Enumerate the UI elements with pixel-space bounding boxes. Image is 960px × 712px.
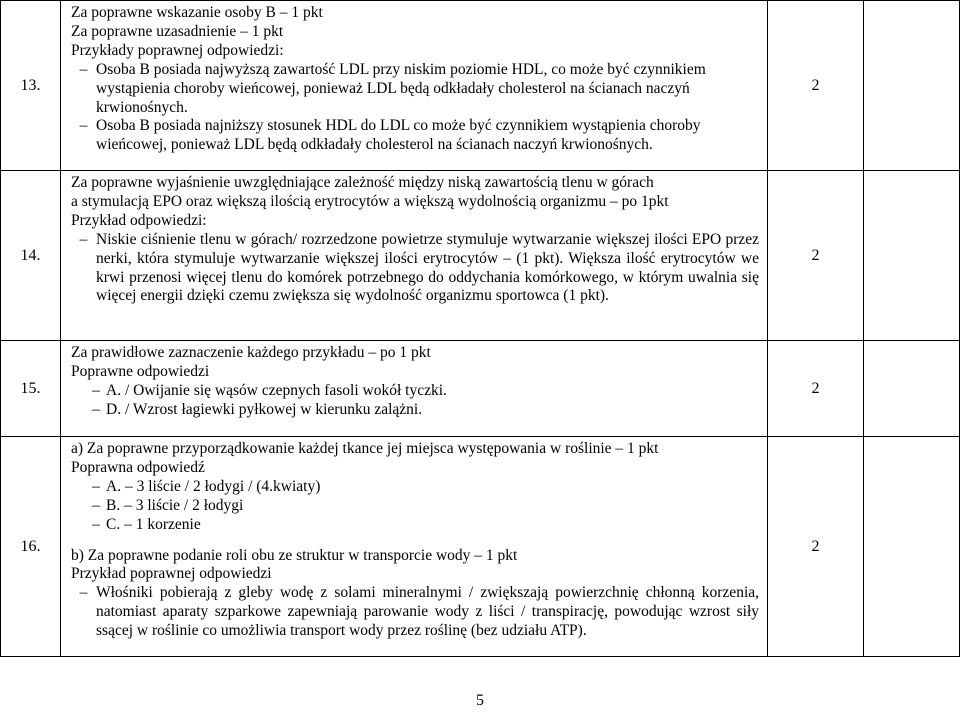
table-row-14 — [1, 171, 960, 341]
points: 2 — [768, 171, 864, 341]
criteria-line: Przykład odpowiedzi: — [71, 211, 207, 229]
empty-cell — [864, 171, 960, 341]
dash-marker: – — [92, 496, 100, 514]
empty-cell — [864, 341, 960, 437]
spacer — [71, 535, 759, 547]
task-criteria — [61, 171, 768, 341]
answer-option — [71, 382, 759, 401]
criteria-line: a) Za poprawne przyporządkowanie każdej tkance jej miejsca występowania w roślinie – 1 pkt — [71, 440, 659, 457]
dash-marker: – — [92, 515, 100, 533]
task-number: 13. — [1, 1, 61, 171]
dash-marker: – — [79, 584, 88, 602]
answer-option — [71, 497, 759, 516]
answer-example — [71, 584, 759, 641]
answer-option — [71, 401, 759, 420]
criteria-line: b) Za poprawne podanie roli obu ze struktur w transporcie wody – 1 pkt — [71, 546, 518, 564]
option-text: A. – 3 liście / 2 łodygi / (4.kwiaty) — [106, 477, 321, 495]
answer-example — [71, 61, 759, 118]
answer-text: Osoba B posiada najniższy stosunek HDL do LDL co może być czynnikiem wystąpienia choroby wieńcowej, ponieważ LDL będą odkładały cholesterol na ścianach naczyń krwionośnych. — [96, 117, 701, 154]
answer-option — [71, 516, 759, 535]
dash-marker: – — [92, 477, 100, 495]
option-text: D. / Wzrost łagiewki pyłkowej w kierunku zalążni. — [106, 400, 423, 418]
criteria-line: Poprawne odpowiedzi — [71, 362, 210, 380]
task-number: 15. — [1, 341, 61, 437]
option-text: C. – 1 korzenie — [106, 515, 201, 533]
dash-marker: – — [79, 230, 88, 248]
table-row-15 — [1, 341, 960, 437]
criteria-line: Za poprawne uzasadnienie – 1 pkt — [71, 22, 284, 40]
dash-marker: – — [79, 60, 88, 78]
task-criteria — [61, 437, 768, 657]
criteria-line: Za poprawne wskazanie osoby B – 1 pkt — [71, 4, 323, 21]
dash-marker: – — [92, 400, 100, 418]
points: 2 — [768, 341, 864, 437]
criteria-line: a stymulacją EPO oraz większą ilością erytrocytów a większą wydolnością organizmu – po 1pkt — [71, 192, 669, 210]
dash-marker: – — [79, 117, 88, 135]
empty-cell — [864, 437, 960, 657]
criteria-line: Za poprawne wyjaśnienie uwzględniające zależność między niską zawartością tlenu w górach — [71, 174, 654, 191]
points: 2 — [768, 1, 864, 171]
option-text: B. – 3 liście / 2 łodygi — [106, 496, 244, 514]
answer-text: Niskie ciśnienie tlenu w górach/ rozrzedzone powietrze stymuluje wytwarzanie większej ilości EPO przez nerki, która stymuluje wytwarzanie większej ilości erytrocytów – (1 pkt). Większa ilość erytrocytów we krwi przenosi więcej tlenu do komórek potrzebnego do oddychania komórkowego, w którym uwalnia się więcej energii dzięki czemu zwiększa się wydolność organizmu sportowca (1 pkt). — [96, 230, 759, 305]
empty-cell — [864, 1, 960, 171]
task-number: 16. — [1, 437, 61, 657]
answer-option — [71, 478, 759, 497]
table-row-16 — [1, 437, 960, 657]
criteria-line: Przykłady poprawnej odpowiedzi: — [71, 41, 284, 59]
dash-marker: – — [92, 381, 100, 399]
task-criteria — [61, 341, 768, 437]
answer-example — [71, 117, 759, 155]
page-number: 5 — [476, 692, 484, 709]
answer-text: Osoba B posiada najwyższą zawartość LDL przy niskim poziomie HDL, co może być czynnikiem wystąpienia choroby wieńcowej, ponieważ LDL będą odkładały cholesterol na ścianach naczyń krwionośnych. — [96, 60, 706, 116]
table-row-13 — [1, 1, 960, 171]
task-number: 14. — [1, 171, 61, 341]
answer-example — [71, 231, 759, 307]
answer-text: Włośniki pobierają z gleby wodę z solami mineralnymi / zwiększają powierzchnię chłonną korzenia, natomiast aparaty szparkowe zapewniają parowanie wody z liści / transpirację, powodując wzrost siły ssącej w roślinie co umożliwia transport wody przez roślinę (bez udziału ATP). — [96, 584, 759, 640]
option-text: A. / Owijanie się wąsów czepnych fasoli wokół tyczki. — [106, 381, 447, 399]
criteria-line: Poprawna odpowiedź — [71, 458, 205, 476]
criteria-line: Za prawidłowe zaznaczenie każdego przykładu – po 1 pkt — [71, 344, 431, 361]
task-criteria — [61, 1, 768, 171]
points: 2 — [768, 437, 864, 657]
criteria-line: Przykład poprawnej odpowiedzi — [71, 565, 272, 583]
